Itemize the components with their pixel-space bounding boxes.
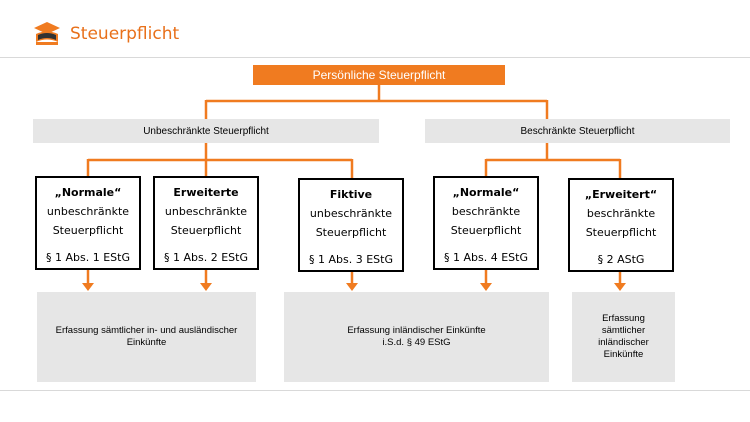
- subtype-normale-beschraenkt: [433, 176, 539, 270]
- result-line: i.S.d. § 49 EStG: [382, 337, 451, 348]
- subtype-title: „Erweitert“: [584, 188, 658, 201]
- subtype-law: § 1 Abs. 2 EStG: [164, 251, 248, 264]
- subtype-line: unbeschränkte: [309, 207, 393, 220]
- result-line: Erfassung sämtlicher in- und ausländischer: [55, 325, 238, 336]
- subtype-normale-unbeschraenkt: [35, 176, 141, 270]
- result-line: inländischer: [598, 337, 649, 348]
- subtype-line: Steuerpflicht: [450, 224, 522, 237]
- subtype-line: beschränkte: [586, 207, 656, 220]
- subtype-line: beschränkte: [451, 205, 521, 218]
- subtype-line: Steuerpflicht: [585, 226, 657, 239]
- subtype-title: „Normale“: [452, 186, 520, 199]
- subtype-title: Fiktive: [329, 188, 373, 201]
- subtype-line: unbeschränkte: [46, 205, 130, 218]
- result-beschraenkt: [284, 292, 549, 382]
- subtype-line: Steuerpflicht: [315, 226, 387, 239]
- result-line: Erfassung inländischer Einkünfte: [347, 325, 486, 336]
- subtype-fiktive-unbeschraenkt: [298, 178, 404, 272]
- root-node: Persönliche Steuerpflicht: [253, 65, 505, 85]
- subtype-erweiterte-unbeschraenkt: [153, 176, 259, 270]
- subtype-line: unbeschränkte: [164, 205, 248, 218]
- subtype-law: § 2 AStG: [597, 253, 645, 266]
- subtype-line: Steuerpflicht: [52, 224, 124, 237]
- subtype-law: § 1 Abs. 1 EStG: [46, 251, 130, 264]
- result-erweitert-beschraenkt: [572, 292, 675, 382]
- page-title: Steuerpflicht: [70, 24, 180, 44]
- subtype-erweitert-beschraenkt: [568, 178, 674, 272]
- subtype-title: „Normale“: [54, 186, 122, 199]
- subtype-line: Steuerpflicht: [170, 224, 242, 237]
- category-beschraenkt: Beschränkte Steuerpflicht: [425, 119, 730, 143]
- subtype-law: § 1 Abs. 4 EStG: [444, 251, 528, 264]
- result-line: Erfassung: [602, 313, 645, 324]
- result-unbeschraenkt: [37, 292, 256, 382]
- result-line: Einkünfte: [126, 337, 167, 348]
- subtype-law: § 1 Abs. 3 EStG: [309, 253, 393, 266]
- category-unbeschraenkt: Unbeschränkte Steuerpflicht: [33, 119, 379, 143]
- result-line: Einkünfte: [603, 349, 644, 360]
- result-line: sämtlicher: [601, 325, 646, 336]
- subtype-title: Erweiterte: [173, 186, 239, 199]
